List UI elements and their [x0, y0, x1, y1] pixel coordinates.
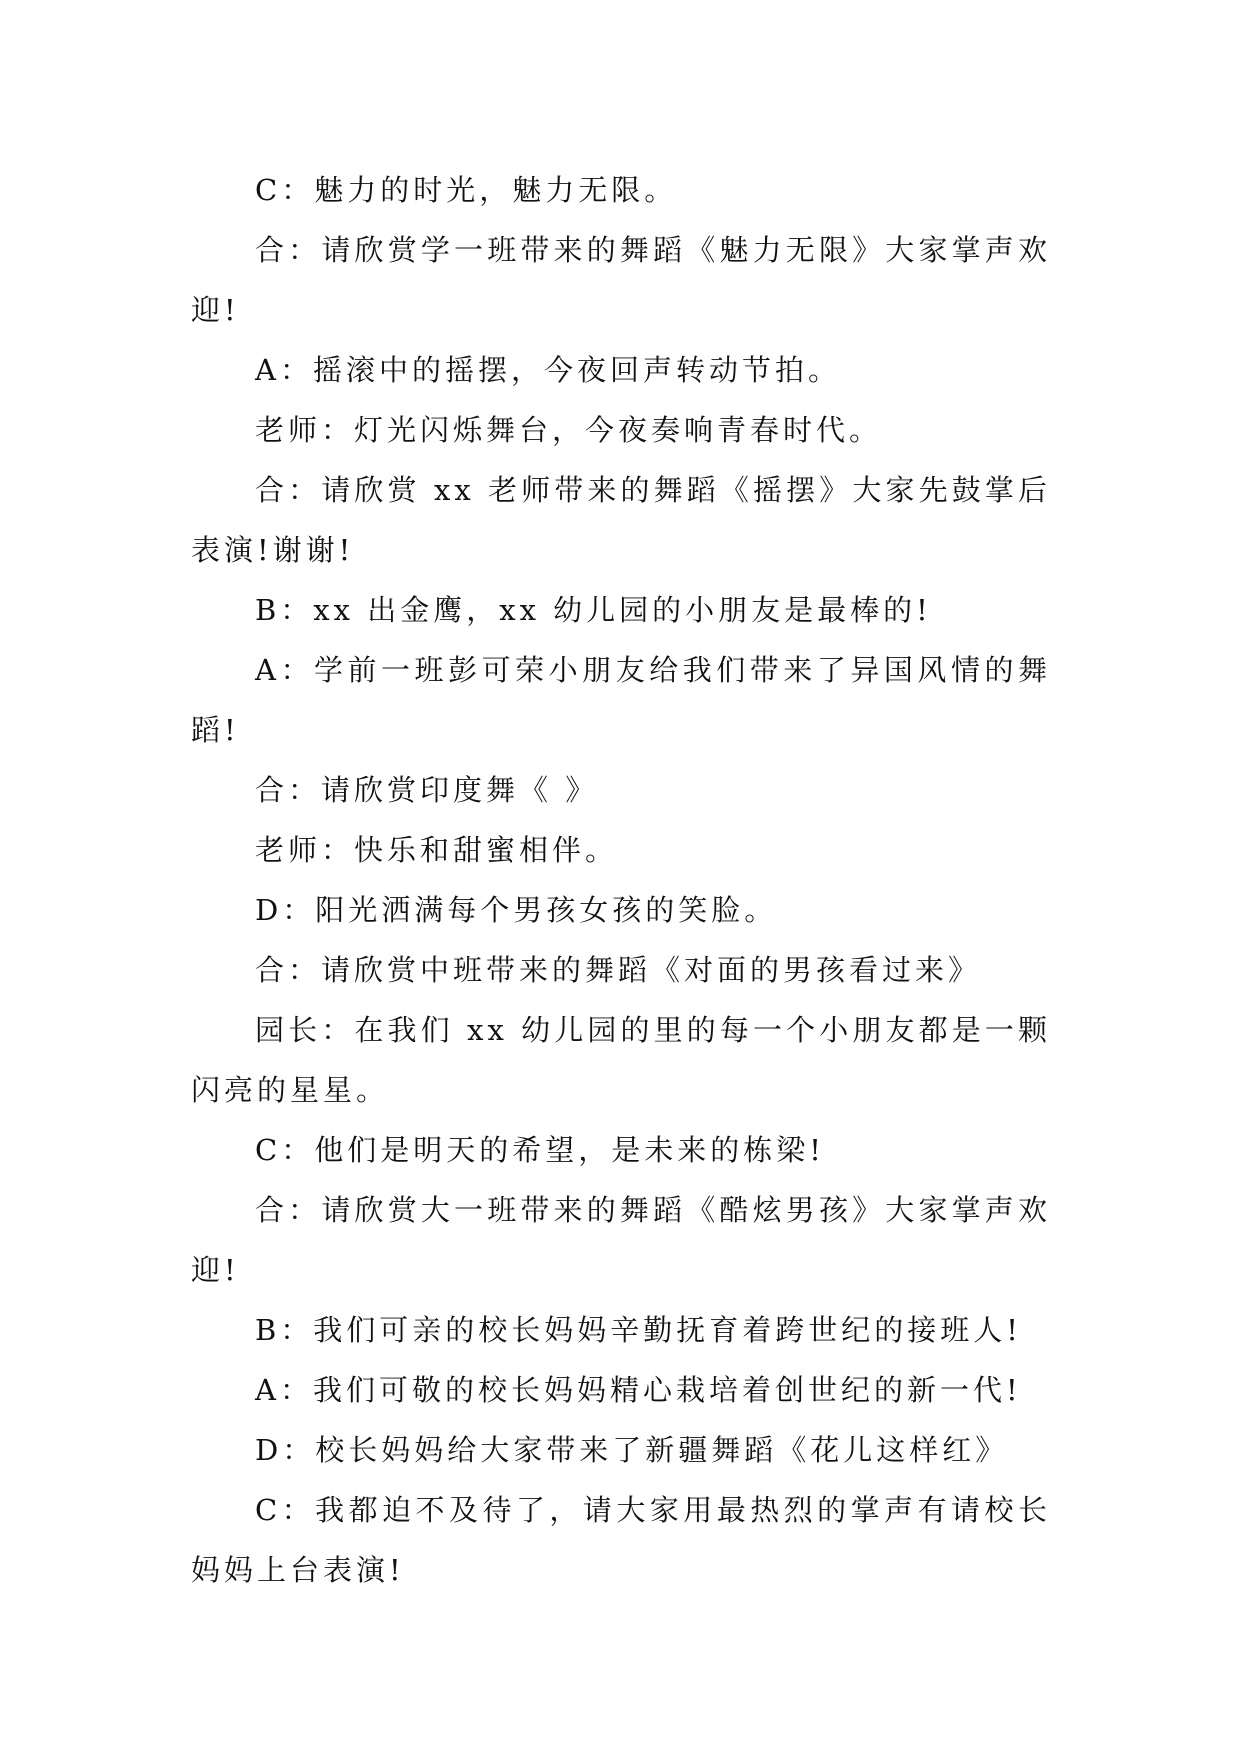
- paragraph: C：他们是明天的希望，是未来的栋梁!: [255, 1133, 825, 1167]
- paragraph: 园长：在我们 xx 幼儿园的里的每一个小朋友都是一颗闪亮的星星。: [191, 1013, 1051, 1107]
- paragraph: C：魅力的时光，魅力无限。: [255, 173, 678, 207]
- paragraph: 合：请欣赏 xx 老师带来的舞蹈《摇摆》大家先鼓掌后表演!谢谢!: [191, 473, 1051, 567]
- paragraph: A：我们可敬的校长妈妈精心栽培着创世纪的新一代!: [255, 1373, 1022, 1407]
- paragraph: 老师：灯光闪烁舞台，今夜奏响青春时代。: [255, 413, 883, 447]
- paragraph: C：我都迫不及待了，请大家用最热烈的掌声有请校长妈妈上台表演!: [191, 1493, 1051, 1587]
- paragraph: 合：请欣赏印度舞《 》: [255, 773, 599, 807]
- paragraph: D：阳光洒满每个男孩女孩的笑脸。: [255, 893, 778, 927]
- paragraph: A：摇滚中的摇摆，今夜回声转动节拍。: [255, 353, 841, 387]
- paragraph: 合：请欣赏中班带来的舞蹈《对面的男孩看过来》: [255, 953, 982, 987]
- paragraph: D：校长妈妈给大家带来了新疆舞蹈《花儿这样红》: [255, 1433, 1009, 1467]
- paragraph: B：xx 出金鹰，xx 幼儿园的小朋友是最棒的!: [255, 593, 932, 627]
- paragraph: 合：请欣赏学一班带来的舞蹈《魅力无限》大家掌声欢迎!: [191, 233, 1051, 327]
- document-body: [191, 160, 1051, 1600]
- paragraph: 老师：快乐和甜蜜相伴。: [255, 833, 619, 867]
- paragraph: 合：请欣赏大一班带来的舞蹈《酷炫男孩》大家掌声欢迎!: [191, 1193, 1051, 1287]
- paragraph: A：学前一班彭可荣小朋友给我们带来了异国风情的舞蹈!: [191, 653, 1051, 747]
- paragraph: B：我们可亲的校长妈妈辛勤抚育着跨世纪的接班人!: [255, 1313, 1022, 1347]
